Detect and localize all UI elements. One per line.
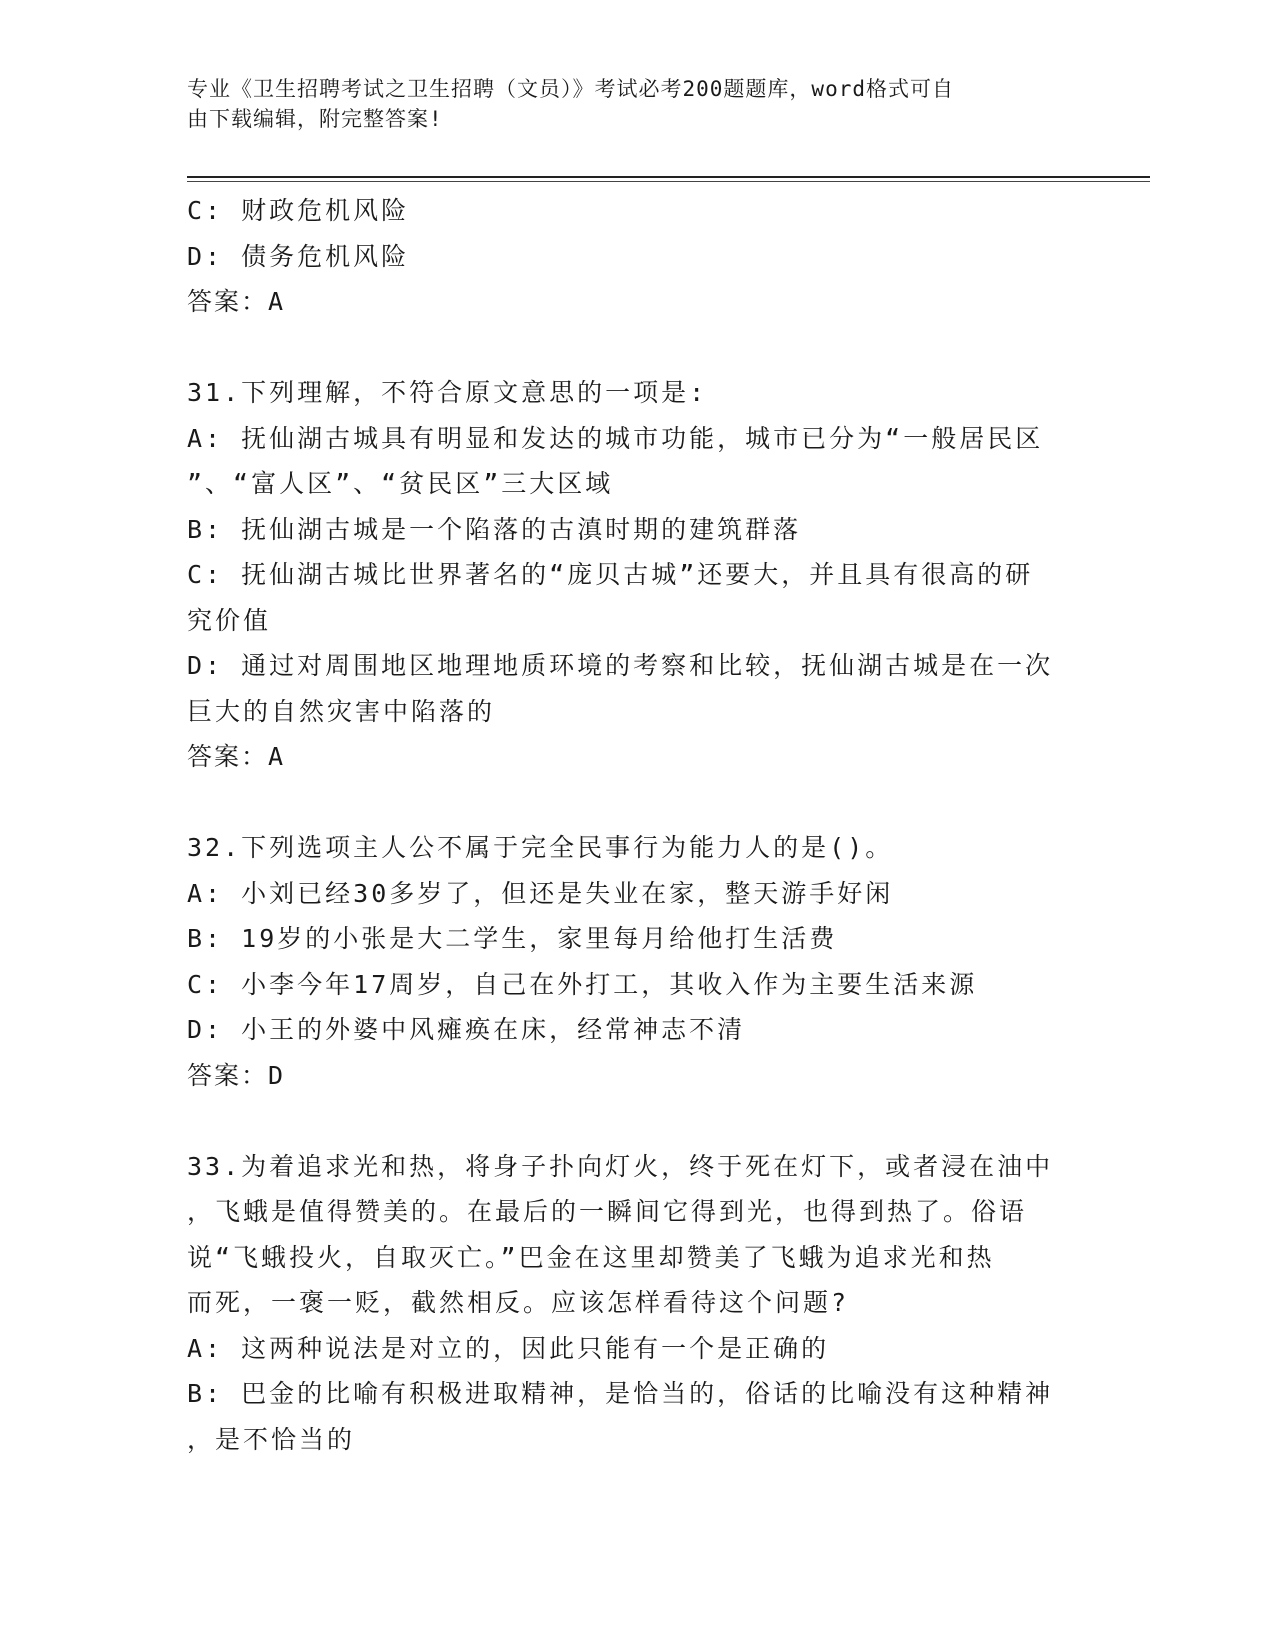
question-33-block: [187, 1144, 1067, 1463]
q31-option-c-line-1: C: 抚仙湖古城比世界著名的“庞贝古城”还要大，并且具有很高的研: [187, 560, 1034, 589]
answer-value: A: [268, 742, 286, 771]
q33-question-line-3: 说“飞蛾投火，自取灭亡。”巴金在这里却赞美了飞蛾为追求光和热: [187, 1242, 995, 1272]
answer-label: 答案：: [187, 287, 269, 316]
q31-option-d-line-2: 巨大的自然灾害中陷落的: [187, 696, 496, 726]
q33-option-b-line-2: ，是不恰当的: [187, 1424, 356, 1454]
q32-answer: [187, 1053, 1067, 1099]
q31-option-c-line-2: 究价值: [187, 605, 272, 635]
question-31-block: [187, 370, 1067, 780]
spacer: [187, 780, 1067, 826]
q30-option-c: C: 财政危机风险: [187, 196, 410, 225]
q31-question: 31.下列理解，不符合原文意思的一项是:: [187, 378, 708, 407]
question-content: [187, 188, 1067, 1462]
question-30-block: [187, 188, 1067, 325]
answer-label: 答案：: [187, 1060, 269, 1090]
question-32-block: [187, 825, 1067, 1098]
header-divider-thick: [187, 176, 1150, 178]
q32-question: 32.下列选项主人公不属于完全民事行为能力人的是()。: [187, 833, 894, 862]
q33-question-line-1: 33.为着追求光和热，将身子扑向灯火，终于死在灯下，或者浸在油中: [187, 1151, 1054, 1181]
answer-value: D: [268, 1060, 286, 1090]
spacer: [187, 1098, 1067, 1144]
q31-option-a-line-1: A: 抚仙湖古城具有明显和发达的城市功能，城市已分为“一般居民区: [187, 423, 1044, 453]
q31-option-a-line-2: ”、“富人区”、“贫民区”三大区域: [187, 469, 614, 498]
q31-answer: [187, 734, 1067, 780]
q31-option-d-line-1: D: 通过对周围地区地理地质环境的考察和比较，抚仙湖古城是在一次: [187, 651, 1054, 680]
q32-option-b: B: 19岁的小张是大二学生，家里每月给他打生活费: [187, 924, 838, 953]
header-divider-thin: [187, 181, 1150, 182]
answer-label: 答案：: [187, 742, 269, 771]
q32-option-c: C: 小李今年17周岁，自己在外打工，其收入作为主要生活来源: [187, 969, 978, 999]
answer-value: A: [268, 287, 286, 316]
q32-option-d: D: 小王的外婆中风瘫痪在床，经常神志不清: [187, 1015, 746, 1044]
header-title-line-2: 由下载编辑，附完整答案!: [187, 107, 443, 131]
q33-question-line-2: ，飞蛾是值得赞美的。在最后的一瞬间它得到光，也得到热了。俗语: [187, 1197, 1028, 1226]
page-header: [187, 74, 1067, 134]
q32-option-a: A: 小刘已经30多岁了，但还是失业在家，整天游手好闲: [187, 878, 894, 908]
header-title-line-1: 专业《卫生招聘考试之卫生招聘（文员）》考试必考200题题库，word格式可自: [187, 77, 954, 101]
q30-option-d: D: 债务危机风险: [187, 241, 410, 271]
q33-option-a: A: 这两种说法是对立的，因此只能有一个是正确的: [187, 1333, 830, 1363]
q30-answer: [187, 279, 1067, 325]
q33-option-b-line-1: B: 巴金的比喻有积极进取精神，是恰当的，俗话的比喻没有这种精神: [187, 1379, 1054, 1408]
spacer: [187, 325, 1067, 371]
q33-question-line-4: 而死，一褒一贬，截然相反。应该怎样看待这个问题?: [187, 1288, 850, 1317]
q31-option-b: B: 抚仙湖古城是一个陷落的古滇时期的建筑群落: [187, 514, 802, 544]
